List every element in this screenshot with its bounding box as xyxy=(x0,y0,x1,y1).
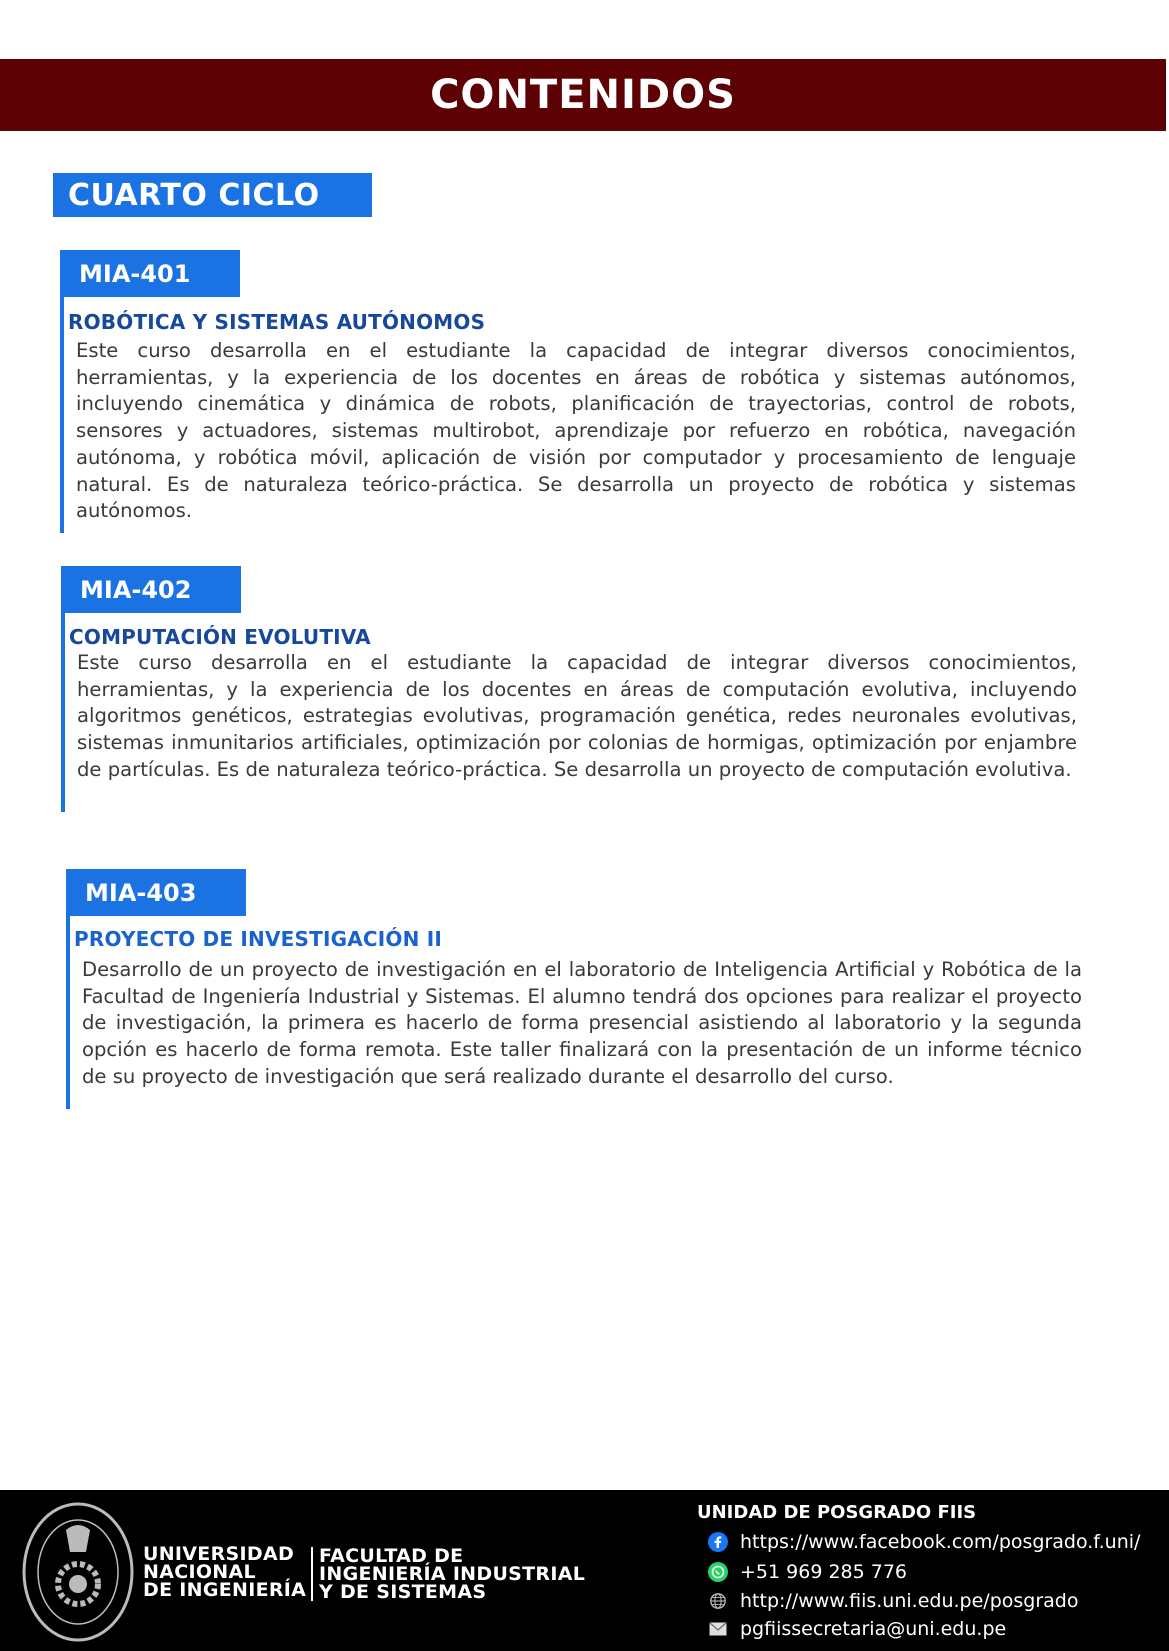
globe-icon xyxy=(708,1591,728,1611)
course-title: PROYECTO DE INVESTIGACIÓN II xyxy=(74,927,443,951)
whatsapp-icon xyxy=(708,1562,728,1582)
course-title: COMPUTACIÓN EVOLUTIVA xyxy=(69,625,371,649)
faculty-name: FACULTAD DE INGENIERÍA INDUSTRIAL Y DE SISTEMAS xyxy=(319,1545,586,1603)
envelope-icon xyxy=(708,1619,728,1639)
unit-title: UNIDAD DE POSGRADO FIIS xyxy=(697,1502,977,1523)
course-code: MIA-403 xyxy=(66,869,246,916)
university-name: UNIVERSIDAD NACIONAL DE INGENIERÍA xyxy=(143,1543,307,1601)
university-seal-logo xyxy=(22,1502,134,1642)
email-address[interactable]: pgfiissecretaria@uni.edu.pe xyxy=(740,1618,1007,1640)
course-description: Este curso desarrolla en el estudiante la capacidad de integrar diversos conocimientos, herramientas, y la experiencia de los docentes en áreas de computación evolutiva, incluyendo algoritmos genéticos, estrategias evolutivas, programación genética, redes neuronales evolutivas, sistemas inmunitarios artificiales, optimización por colonias de hormigas, optimización por enjambre de partículas. Es de naturaleza teórico-práctica. Se desarrolla un proyecto de computación evolutiva. xyxy=(77,651,1077,781)
course-code: MIA-401 xyxy=(60,250,240,297)
website-url[interactable]: http://www.fiis.uni.edu.pe/posgrado xyxy=(740,1590,1079,1612)
website-link[interactable] xyxy=(708,1590,1078,1612)
course-description: Desarrollo de un proyecto de investigación en el laboratorio de Inteligencia Artificial y Robótica de la Facultad de Ingeniería Industrial y Sistemas. El alumno tendrá dos opciones para realizar el proyecto de investigación, la primera es hacerlo de forma presencial asistiendo al laboratorio y la segunda opción es hacerlo de forma remota. Este taller finalizará con la presentación de un informe técnico de su proyecto de investigación que será realizado durante el desarrollo del curso. xyxy=(82,958,1082,1088)
divider xyxy=(311,1547,313,1601)
cycle-label: CUARTO CICLO xyxy=(53,173,372,217)
course-description: Este curso desarrolla en el estudiante la capacidad de integrar diversos conocimientos, herramientas, y la experiencia de los docentes en áreas de robótica y sistemas autónomos, incluyendo cinemática y dinámica de robots, planificación de trayectorias, control de robots, sensores y actuadores, sistemas multirobot, aprendizaje por refuerzo en robótica, navegación autónoma, y robótica móvil, aplicación de visión por computador y procesamiento de lenguaje natural. Es de naturaleza teórico-práctica. Se desarrolla un proyecto de robótica y sistemas autónomos. xyxy=(76,339,1076,523)
page-title: CONTENIDOS xyxy=(430,72,736,118)
facebook-url[interactable]: https://www.facebook.com/posgrado.f.uni/ xyxy=(740,1531,1141,1553)
email-link[interactable] xyxy=(708,1618,1006,1640)
phone-number[interactable]: +51 969 285 776 xyxy=(740,1561,908,1583)
facebook-link[interactable] xyxy=(708,1531,1140,1553)
course-code: MIA-402 xyxy=(61,566,241,613)
header-banner xyxy=(0,59,1166,131)
footer xyxy=(0,1490,1169,1651)
course-title: ROBÓTICA Y SISTEMAS AUTÓNOMOS xyxy=(68,310,486,334)
whatsapp-contact[interactable] xyxy=(708,1561,907,1583)
facebook-icon xyxy=(708,1532,728,1552)
